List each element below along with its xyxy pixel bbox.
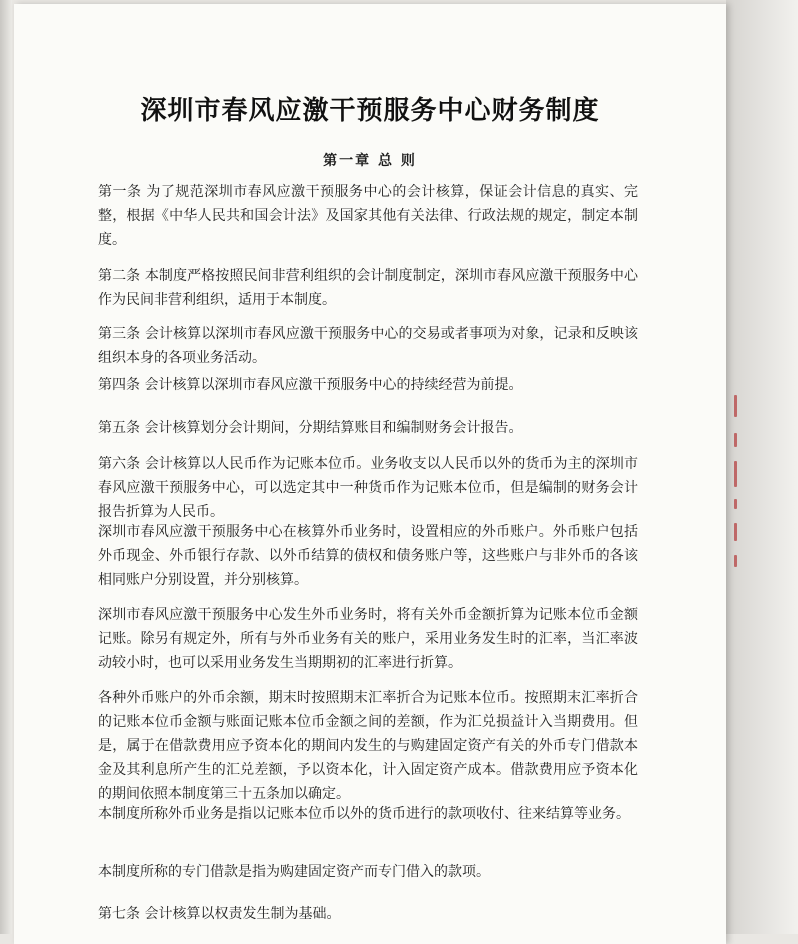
paragraph-article-6: 第六条 会计核算以人民币作为记账本位币。业务收支以人民币以外的货币为主的深圳市春风应激干预服务中心，可以选定其中一种货币作为记账本位币，但是编制的财务会计报告折算为人民币。 [98,456,638,520]
paragraph-foreign-conversion: 深圳市春风应激干预服务中心发生外币业务时，将有关外币金额折算为记账本位币金额记账。除另有规定外，所有与外币业务有关的账户，采用业务发生时的汇率，当汇率波动较小时，也可以采用业务发生当期期初的汇率进行折算。 [98,607,638,671]
paragraph-article-5: 第五条 会计核算划分会计期间，分期结算账目和编制财务会计报告。 [98,420,523,436]
chapter-heading: 第一章 总 则 [323,153,417,169]
paragraph-period-end-balance: 各种外币账户的外币余额，期末时按照期末汇率折合为记账本位币。按照期末汇率折合的记账本位币金额与账面记账本位币金额之间的差额，作为汇兑损益计入当期费用。但是，属于在借款费用应予资本化的期间内发生的与购建固定资产有关的外币专门借款本金及其利息所产生的汇兑差额，予以资本化，计入固定资产成本。借款费用应予资本化的期间依照本制度第三十五条加以确定。 [98,690,638,802]
paragraph-foreign-accounts: 深圳市春风应激干预服务中心在核算外币业务时，设置相应的外币账户。外币账户包括外币现金、外币银行存款、以外币结算的债权和债务账户等，这些账户与非外币的各该相同账户分别设置，并分别核算。 [98,524,638,588]
paragraph-article-2: 第二条 本制度严格按照民间非营利组织的会计制度制定，深圳市春风应激干预服务中心作为民间非营利组织，适用于本制度。 [98,268,638,308]
paragraph-article-4: 第四条 会计核算以深圳市春风应激干预服务中心的持续经营为前提。 [98,377,523,393]
scan-left-edge [0,0,12,934]
red-seal-marks [734,395,744,595]
paragraph-foreign-definition: 本制度所称外币业务是指以记账本位币以外的货币进行的款项收付、往来结算等业务。 [98,806,630,822]
paragraph-article-7: 第七条 会计核算以权责发生制为基础。 [98,906,341,922]
paragraph-article-1: 第一条 为了规范深圳市春风应激干预服务中心的会计核算，保证会计信息的真实、完整，根据《中华人民共和国会计法》及国家其他有关法律、行政法规的规定，制定本制度。 [98,184,638,248]
document-title: 深圳市春风应激干预服务中心财务制度 [140,96,600,126]
paragraph-special-loan-definition: 本制度所称的专门借款是指为购建固定资产而专门借入的款项。 [98,864,490,880]
paragraph-article-3: 第三条 会计核算以深圳市春风应激干预服务中心的交易或者事项为对象，记录和反映该组织本身的各项业务活动。 [98,326,638,366]
